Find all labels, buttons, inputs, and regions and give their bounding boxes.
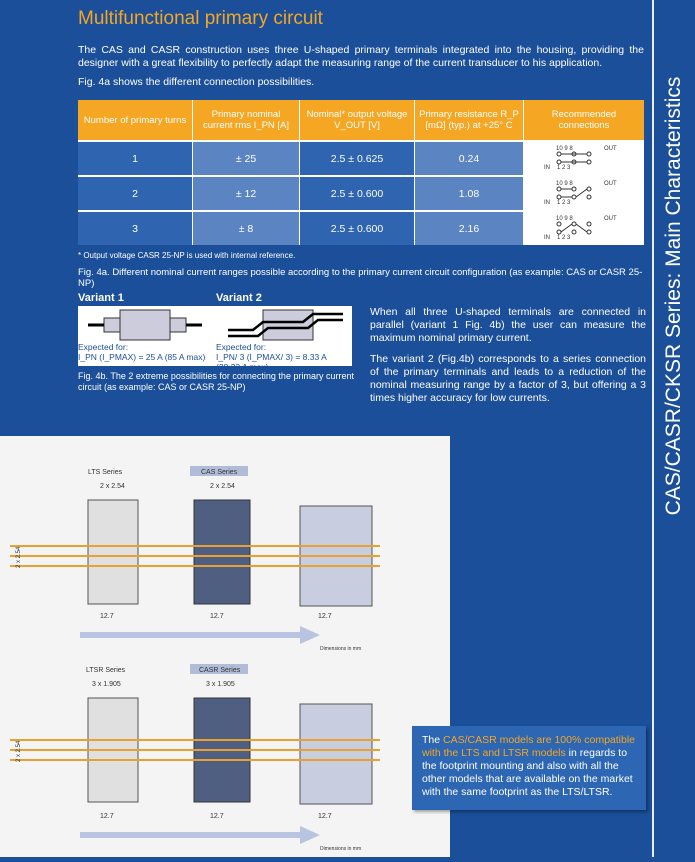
cell-voltage: 2.5 ± 0.600	[300, 176, 415, 211]
variant2-expected: Expected for: I_PN/ 3 (I_PMAX/ 3) = 8.33 A (28.33 A max)	[216, 342, 352, 372]
side-title: CAS/CASR/CKSR Series: Main Characteristics	[662, 76, 685, 516]
variant1-title: Variant 1	[78, 292, 124, 304]
width-label: 12.7	[318, 613, 332, 620]
variant-description	[370, 306, 646, 413]
header-resistance: Primary resistance R_P [mΩ] (typ.) at +25° C	[415, 100, 524, 141]
cell-turns: 2	[78, 176, 193, 211]
header-current: Primary nominal current rms I_PN [A]	[193, 100, 300, 141]
casr-series-label: CASR Series	[199, 667, 241, 674]
header-voltage: Nominal* output voltage V_OUT [V]	[300, 100, 415, 141]
footnote: * Output voltage CASR 25-NP is used with internal reference.	[78, 251, 296, 260]
connection-table	[78, 100, 644, 245]
pins-bottom-label: 1 2 3	[557, 165, 571, 171]
fig4a-reference: Fig. 4a shows the different connection possibilities.	[78, 76, 315, 88]
cell-turns: 1	[78, 141, 193, 176]
table-row	[78, 141, 644, 176]
variant-drawings	[78, 306, 352, 344]
callout-highlight: CAS/CASR models are 100% compatible with the LTS and LTSR models	[422, 734, 636, 759]
pins-bottom-label: 1 2 3	[557, 235, 571, 241]
fig4b-caption: Fig. 4b. The 2 extreme possibilities for connecting the primary current circuit (as example: CAS or CASR 25-NP)	[78, 371, 354, 392]
pins-top-label: 10 9 8	[556, 146, 573, 152]
width-label: 12.7	[210, 613, 224, 620]
width-label: 12.7	[210, 813, 224, 820]
cas-series-label: CAS Series	[201, 469, 238, 476]
cell-resistance: 2.16	[415, 211, 524, 245]
variant-figure	[78, 306, 352, 372]
in-label: IN	[544, 235, 550, 241]
side-dim-label: 2 x 2.54	[16, 740, 22, 762]
lts-series-label: LTS Series	[88, 469, 123, 476]
pins-bottom-label: 1 2 3	[557, 200, 571, 206]
pitch-top-label: 2 x 2.54	[100, 483, 125, 490]
paragraph-variant1: When all three U-shaped terminals are connected in parallel (variant 1 Fig. 4b) the user can measure the maximum nominal primary current.	[370, 306, 646, 344]
variant2-title: Variant 2	[216, 292, 262, 304]
out-label: OUT	[604, 216, 617, 222]
connection-diagram-2	[524, 176, 645, 211]
cell-current: ± 8	[193, 211, 300, 245]
out-label: OUT	[604, 181, 617, 187]
paragraph-variant2: The variant 2 (Fig.4b) corresponds to a series connection of the primary terminals and leads to a reduction of the nominal measuring range by a factor of 3, but offering a 3 times higher accuracy for low currents.	[370, 353, 646, 404]
out-label: OUT	[604, 146, 617, 152]
footprint-drawing	[0, 436, 450, 857]
compatibility-callout: The CAS/CASR models are 100% compatible with the LTS and LTSR models in regards to the footprint mounting and also with all the other models that are available on the market with the same footprint as the LTS/LTSR.	[412, 726, 646, 810]
pins-top-label: 10 9 8	[556, 181, 573, 187]
cell-voltage: 2.5 ± 0.625	[300, 141, 415, 176]
table-row	[78, 211, 644, 245]
width-label: 12.7	[100, 813, 114, 820]
side-dim-label: 2 x 2.54	[16, 546, 22, 568]
variant2-value: I_PN/ 3 (I_PMAX/ 3) = 8.33 A (28.33 A max)	[216, 352, 327, 372]
connection-diagram-3	[524, 211, 645, 245]
width-label: 12.7	[100, 613, 114, 620]
cell-resistance: 0.24	[415, 141, 524, 176]
table-row	[78, 176, 644, 211]
header-turns: Number of primary turns	[78, 100, 193, 141]
width-label: 12.7	[318, 813, 332, 820]
page-title: Multifunctional primary circuit	[78, 8, 323, 29]
cell-resistance: 1.08	[415, 176, 524, 211]
in-label: IN	[544, 200, 550, 206]
cell-current: ± 25	[193, 141, 300, 176]
cell-voltage: 2.5 ± 0.600	[300, 211, 415, 245]
header-connections: Recommended connections	[524, 100, 645, 141]
cell-turns: 3	[78, 211, 193, 245]
variant1-expected: Expected for: I_PN (I_PMAX) = 25 A (85 A max)	[78, 342, 206, 362]
fig4a-caption: Fig. 4a. Different nominal current ranges possible according to the primary current circuit configuration (as example: CAS or CASR 25-NP)	[78, 267, 643, 289]
ltsr-series-label: LTSR Series	[86, 667, 126, 674]
pitch-top-label: 2 x 2.54	[210, 483, 235, 490]
cell-current: ± 12	[193, 176, 300, 211]
intro-paragraph: The CAS and CASR construction uses three U-shaped primary terminals integrated into the housing, providing the designer with a great flexibility to perfectly adapt the measuring range of the current transducer to his application.	[78, 44, 644, 69]
connection-diagram-1	[524, 141, 645, 176]
pitch-bottom-label: 3 x 1.905	[206, 681, 235, 688]
pins-top-label: 10 9 8	[556, 216, 573, 222]
in-label: IN	[544, 165, 550, 171]
variant1-value: I_PN (I_PMAX) = 25 A (85 A max)	[78, 352, 206, 362]
pitch-bottom-label: 3 x 1.905	[92, 681, 121, 688]
dims-note: Dimensions in mm	[320, 646, 362, 652]
dims-note: Dimensions in mm	[320, 846, 362, 852]
